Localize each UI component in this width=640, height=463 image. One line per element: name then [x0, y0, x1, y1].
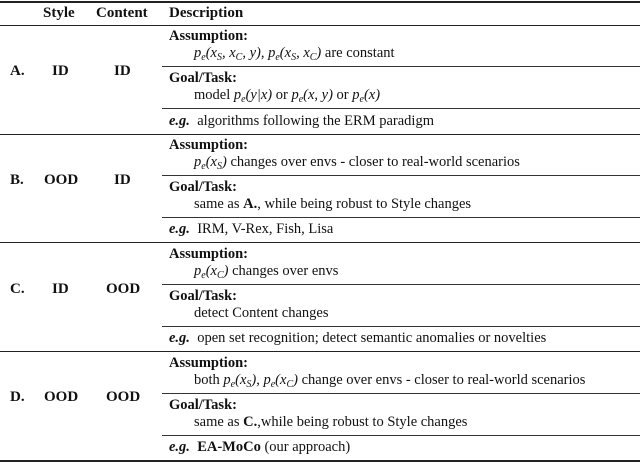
row-a-goal-or2: or	[336, 87, 349, 103]
row-d-eg-label: e.g.	[169, 439, 190, 455]
row-b-eg	[169, 221, 333, 238]
row-a-eg	[169, 113, 434, 130]
row-b-sep-1	[162, 175, 640, 176]
row-c-bottom-rule	[0, 351, 640, 352]
row-d-goal-text	[194, 414, 467, 431]
row-a-bottom-rule	[0, 134, 640, 135]
header-style: Style	[43, 5, 75, 21]
row-c-assumption-text: $p_e(x_C)$ changes over envs	[194, 263, 339, 281]
row-b-eg-label: e.g.	[169, 221, 190, 237]
row-a-assumption-suffix: are constant	[324, 45, 395, 61]
row-b-sep-2	[162, 217, 640, 218]
row-a-sep-2	[162, 108, 640, 109]
row-a-eg-label: e.g.	[169, 113, 190, 129]
row-b-assumption-text: $p_e(x_S)$ changes over envs - closer to real-world scenarios	[194, 154, 520, 172]
row-d-sep-2	[162, 435, 640, 436]
row-c-content: OOD	[106, 281, 141, 297]
row-d-goal-label: Goal/Task:	[169, 397, 237, 413]
table-top-rule	[0, 1, 640, 3]
table-bottom-rule	[0, 460, 640, 462]
row-c-goal-text: detect Content changes	[194, 305, 329, 321]
row-b-goal-ref: A.	[243, 196, 258, 212]
row-a-eg-text: algorithms following the ERM paradigm	[197, 113, 434, 129]
row-a-id: A.	[10, 63, 25, 79]
row-c-assumption-suffix: changes over envs	[232, 263, 339, 279]
row-b-style: OOD	[44, 172, 79, 188]
row-a-content: ID	[114, 63, 131, 79]
row-a-goal-prefix: model	[194, 87, 231, 103]
row-d-eg	[169, 439, 350, 456]
row-d-content: OOD	[106, 389, 141, 405]
row-a-sep-1	[162, 66, 640, 67]
row-b-goal-label: Goal/Task:	[169, 179, 237, 195]
header-content: Content	[96, 5, 148, 21]
row-b-assumption-label: Assumption:	[169, 137, 248, 153]
row-b-goal-suffix: , while being robust to Style changes	[257, 196, 472, 212]
row-b-goal-prefix: same as	[194, 196, 240, 212]
row-c-sep-1	[162, 284, 640, 285]
row-d-assumption-prefix: both	[194, 372, 220, 388]
row-d-goal-ref: C.	[243, 414, 258, 430]
row-c-eg-text: open set recognition; detect semantic anomalies or novelties	[197, 330, 547, 346]
row-b-assumption-suffix: changes over envs - closer to real-world scenarios	[230, 154, 520, 170]
row-c-sep-2	[162, 326, 640, 327]
row-a-goal-text: model $p_e(y|x)$ or $p_e(x$, y) or $p_e(x)$	[194, 87, 381, 105]
row-d-eg-method: EA-MoCo	[197, 439, 261, 455]
row-d-goal-prefix: same as	[194, 414, 240, 430]
row-a-assumption-text: $p_e(x_S$, $x_C$, y), $p_e(x_S$, $x_C$) are constant	[194, 45, 395, 63]
row-d-goal-suffix: ,while being robust to Style changes	[257, 414, 468, 430]
row-b-id: B.	[10, 172, 24, 188]
row-a-goal-or1: or	[275, 87, 288, 103]
row-c-assumption-label: Assumption:	[169, 246, 248, 262]
row-d-id: D.	[10, 389, 25, 405]
row-a-assumption-label: Assumption:	[169, 28, 248, 44]
header-description: Description	[169, 5, 244, 21]
row-d-style: OOD	[44, 389, 79, 405]
row-d-assumption-suffix: change over envs - closer to real-world scenarios	[301, 372, 586, 388]
row-d-sep-1	[162, 393, 640, 394]
row-c-eg	[169, 330, 546, 347]
row-d-eg-suffix: (our approach)	[264, 439, 351, 455]
row-b-eg-text: IRM, V-Rex, Fish, Lisa	[197, 221, 334, 237]
row-c-style: ID	[52, 281, 69, 297]
row-a-style: ID	[52, 63, 69, 79]
row-d-assumption-label: Assumption:	[169, 355, 248, 371]
row-a-goal-label: Goal/Task:	[169, 70, 237, 86]
row-d-assumption-text: both $p_e(x_S)$, $p_e(x_C)$ change over envs - closer to real-world scenarios	[194, 372, 586, 390]
row-c-eg-label: e.g.	[169, 330, 190, 346]
row-b-content: ID	[114, 172, 131, 188]
row-b-bottom-rule	[0, 242, 640, 243]
header-rule	[0, 25, 640, 26]
row-b-goal-text	[194, 196, 471, 213]
row-c-goal-label: Goal/Task:	[169, 288, 237, 304]
row-c-id: C.	[10, 281, 25, 297]
